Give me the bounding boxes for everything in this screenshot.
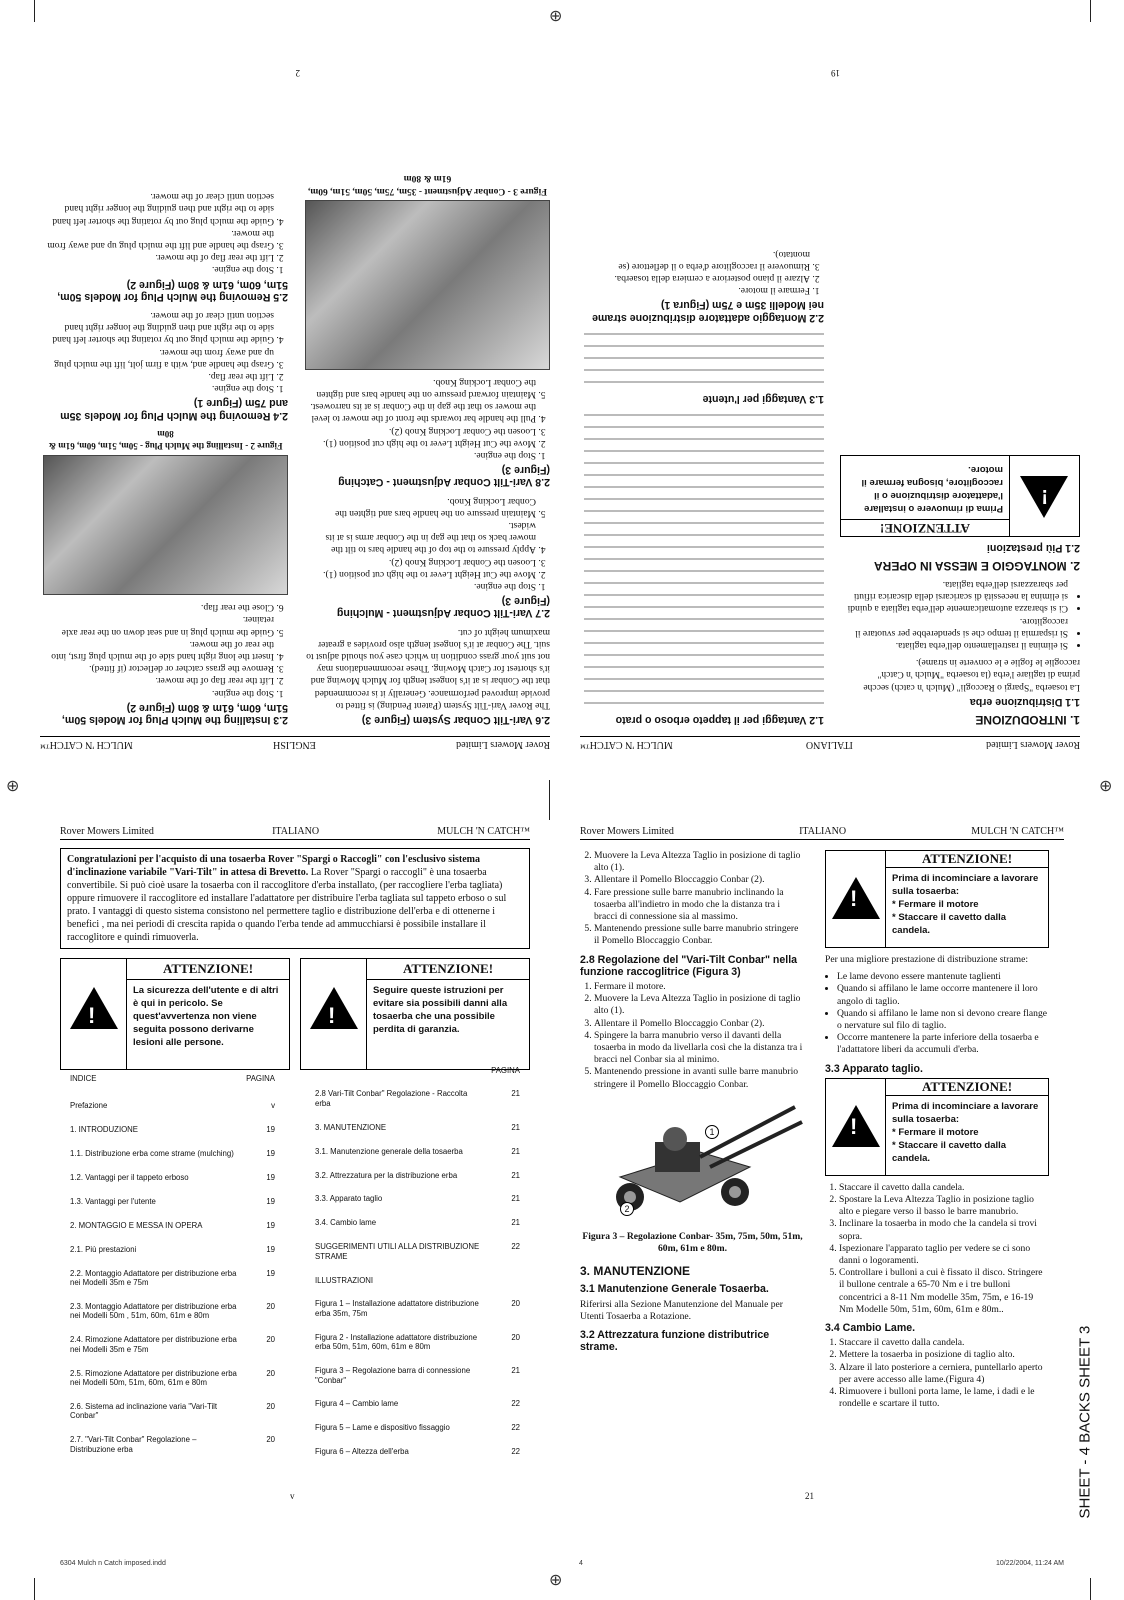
- toc-row: [315, 1089, 520, 1108]
- filler-text: [584, 330, 824, 390]
- toc-row: [70, 1435, 275, 1454]
- page-number: 2: [295, 68, 300, 78]
- section-title: 3.2 Attrezzatura funzione distributrice strame.: [580, 1329, 770, 1354]
- crop-mark: [549, 780, 550, 820]
- step-list: [43, 190, 274, 275]
- section-title: 2.8 Regolazione del "Vari-Tilt Conbar" nella funzione raccoglitrice (Figura 3): [580, 953, 798, 978]
- english-page-2: [40, 60, 550, 750]
- section-title: 1.1 Distribuzione erba: [969, 695, 1080, 708]
- toc-column-2: [315, 1066, 520, 1471]
- list-item: 2. Mettere la tosaerba in posizione di taglio alto.: [839, 1349, 1049, 1361]
- list-item: • Ci si sbarazza automaticamente dell'erba tagliata a quindi: [840, 602, 1068, 614]
- warning-text: La sicurezza dell'utente e di altri è qui in pericolo. Se quest'avvertenza non viene seguita possono derivarne lesioni alle persone.: [133, 985, 279, 1048]
- header-right: MULCH 'N CATCH™: [580, 739, 673, 750]
- crop-mark: [34, 0, 35, 22]
- header-right: MULCH 'N CATCH™: [437, 826, 530, 837]
- section-title: 2.1 Più prestazioni: [986, 541, 1080, 554]
- toc-entry-page: 21: [511, 1122, 520, 1132]
- section-title: 1. INTRODUZIONE: [975, 713, 1080, 727]
- toc-entry-title: 2.8 Vari-Tilt Conbar" Regolazione - Raccolta erba: [315, 1089, 468, 1108]
- list-item: 4. Spingere la barra manubrio verso il davanti della tosaerba in modo da livellarla così che la distanza tra i bracci nel Conbar sia al minimo.: [594, 1030, 805, 1067]
- toc-row: [315, 1147, 520, 1156]
- registration-mark-bottom-icon: ⊕: [549, 1570, 563, 1589]
- toc-entry-page: 19: [266, 1197, 275, 1207]
- toc-row: [315, 1276, 520, 1285]
- toc-entry-page: 19: [266, 1244, 275, 1254]
- list-item: 4. Fare pressione sulle barre manubrio inclinando la tosaerba all'indietro in modo che la distanza tra i bracci di connessione sia al massimo.: [594, 887, 805, 924]
- warning-text: Prima di incominciare a lavorare sulla tosaerba:: [892, 1101, 1039, 1126]
- paragraph: Riferirsi alla Sezione Manutenzione del Manuale per Utenti Tosaerba a Rotazione.: [580, 1298, 783, 1322]
- list-item: 4. Apply pressure to the top of the handle bars to tilt the mower back so that the gap in the Conbar arms is at its widest.: [305, 519, 536, 556]
- warning-text: Seguire queste istruzioni per evitare sia possibili danni alla tosaerba che una possibile perdita di garanzia.: [373, 985, 508, 1035]
- column-2: [584, 247, 824, 732]
- figure-3-photo: [580, 1097, 805, 1227]
- list-item: 4. Guide the mulch plug out by rotating the shorter left hand side to the right and then guiding the longer right hand section until clear of the mower.: [43, 309, 274, 346]
- page-number: 21: [805, 1491, 814, 1501]
- list-item: 3. Grasp the handle and, with a firm jolt, lift the mulch plug up and away from the mower.: [43, 345, 274, 369]
- footer-filename: 6304 Mulch n Catch imposed.indd: [60, 1560, 166, 1567]
- bullet-list: [837, 971, 1049, 1056]
- list-item: 6. Close the rear flap.: [43, 601, 274, 613]
- toc-row: [70, 1245, 275, 1254]
- warning-title: ATTENZIONE!: [841, 519, 1009, 536]
- section-title: 2.4 Removing the Mulch Plug for Models 35m and 75m (Figure 1): [60, 397, 288, 422]
- warning-body: [886, 868, 1048, 941]
- toc-header-page: PAGINA: [246, 1074, 275, 1083]
- step-list: [594, 850, 805, 948]
- page-header: [40, 736, 550, 750]
- step-list: [594, 981, 805, 1091]
- step-list: [839, 1337, 1049, 1410]
- section-title: 3.3 Apparato taglio.: [825, 1062, 923, 1075]
- toc-entry-title: Figura 2 - Installazione adattatore distribuzione erba 50m, 51m, 60m, 61m e 80m: [315, 1332, 478, 1352]
- step-list: [839, 1182, 1049, 1316]
- warning-text: Prima di incominciare a lavorare sulla tosaerba:: [892, 873, 1039, 898]
- header-left: Rover Mowers Limited: [986, 739, 1080, 750]
- toc-row: [315, 1423, 520, 1432]
- toc-entry-title: 1. INTRODUZIONE: [70, 1125, 139, 1135]
- section-title: 2.5 Removing the Mulch Plug for Models 50m, 51m, 60m, 61m & 80m (Figure 2): [57, 278, 288, 303]
- intro-box: [60, 848, 530, 949]
- toc-header: [70, 1074, 275, 1083]
- list-item: 3. Allentare il Pomello Bloccaggio Conbar (2).: [594, 1018, 805, 1030]
- toc-row: [70, 1173, 275, 1182]
- toc-entry-page: 19: [266, 1220, 275, 1230]
- section-title: 2.7 Vari-Tilt Conbar Adjustment - Mulching (Figure 3): [336, 595, 550, 620]
- toc-entry-title: 3. MANUTENZIONE: [315, 1122, 387, 1132]
- toc-row: [315, 1399, 520, 1408]
- warning-text: Prima di rimuovere o installare l'adattatore distribuzione o il raccoglitore, bisogna fermare il motore.: [861, 464, 1003, 515]
- section-title: 2.8 Vari-Tilt Conbar Adjustment - Catching (Figure 3): [338, 464, 550, 489]
- toc-entry-title: 1.3. Vantaggi per l'utente: [70, 1197, 156, 1207]
- warning-title: ATTENZIONE!: [886, 1079, 1048, 1096]
- crop-mark: [1090, 1578, 1091, 1600]
- list-item: 3. Loosen the Conbar Locking Knob (2).: [305, 555, 536, 567]
- warning-body: [886, 1096, 1048, 1169]
- toc-entry-title: 1.1. Distribuzione erba come strame (mulching): [70, 1149, 234, 1159]
- list-item: 3. Grasp the handle and lift the mulch plug up and away from the mower.: [43, 227, 274, 251]
- toc-header-label: INDICE: [70, 1074, 97, 1083]
- toc-entry-page: 19: [266, 1149, 275, 1159]
- section-title: 1.3 Vantaggi per l'utente: [702, 392, 824, 405]
- list-item: 5. Maintain forward pressure on the handle bars and tighten the Conbar Locking Knob.: [305, 376, 536, 400]
- list-item: • Quando si affilano le lame occorre mantenere il loro angolo di taglio.: [837, 983, 1049, 1007]
- header-left: Rover Mowers Limited: [580, 826, 674, 837]
- toc-entry-page: 20: [266, 1435, 275, 1445]
- toc-row: [70, 1149, 275, 1158]
- toc-entry-page: 20: [266, 1302, 275, 1312]
- list-item: 2. Spostare la Leva Altezza Taglio in posizione taglio alto e piegare verso il basso le barre manubrio.: [839, 1194, 1049, 1218]
- toc-entry-title: Figura 3 – Regolazione barra di connessione "Conbar": [315, 1366, 471, 1385]
- column-1: [840, 455, 1080, 732]
- toc-entry-page: 20: [266, 1368, 275, 1378]
- toc-row: [70, 1101, 275, 1110]
- registration-mark-top-icon: ⊕: [549, 6, 563, 25]
- toc-row: [70, 1402, 275, 1421]
- section-title: 2. MONTAGGIO E MESSA IN OPERA: [873, 558, 1080, 573]
- toc-row: [315, 1242, 520, 1261]
- toc-entry-title: Figura 5 – Lame e dispositivo fissaggio: [315, 1423, 450, 1433]
- toc-row: [315, 1123, 520, 1132]
- header-right: MULCH 'N CATCH™: [971, 826, 1064, 837]
- list-item: 1. Stop the engine.: [305, 580, 536, 592]
- toc-row: [315, 1194, 520, 1203]
- warning-item: * Staccare il cavetto dalla candela.: [892, 912, 1007, 937]
- toc-entry-page: 22: [511, 1447, 520, 1457]
- step-list: [305, 376, 536, 461]
- list-item: 2. Lift the rear flap of the mower.: [43, 251, 274, 263]
- figure-caption: Figure 3 - Conbar Adjustment - 35m, 75m, 50m, 51m, 60m, 61m & 80m: [308, 173, 547, 196]
- warning-item: * Fermare il motore: [892, 1127, 979, 1139]
- step-list: [43, 601, 274, 699]
- list-item: • Si elimina il rastrellamento dell'erba tagliata.: [840, 639, 1068, 651]
- list-item: 2. Move the Cut Height Lever to the high cut position (1).: [305, 568, 536, 580]
- step-list: [305, 494, 536, 592]
- toc-entry-title: 3.4. Cambio lame: [315, 1218, 377, 1228]
- list-item: 1. Stop the engine.: [43, 686, 274, 698]
- upper-spread-rotated: [40, 60, 1080, 750]
- toc-entry-title: 2. MONTAGGIO E MESSA IN OPERA: [70, 1220, 203, 1230]
- toc-entry-title: Figura 6 – Altezza dell'erba: [315, 1447, 409, 1457]
- section-title: 2.2 Montaggio adattatore distribuzione strame nei Modelli 35m e 75m (Figura 1): [592, 299, 824, 324]
- warning-title: ATTENZIONE!: [127, 959, 289, 980]
- list-item: 5. Mantenendo pressione in avanti sulle barre manubrio stringere il Pomello Bloccaggio Conbar.: [594, 1066, 805, 1090]
- toc-row: [70, 1125, 275, 1134]
- toc-entry-title: 2.4. Rimozione Adattatore per distribuzione erba nei Modelli 35m e 75m: [70, 1335, 237, 1354]
- column-2: [43, 190, 288, 732]
- toc-entry-title: 2.6. Sistema ad inclinazione varia "Vari-Tilt Conbar": [70, 1402, 218, 1421]
- print-footer: [60, 1560, 1064, 1567]
- list-item: 2. Lift the rear flap of the mower.: [43, 674, 274, 686]
- list-item: 3. Alzare il lato posteriore a cerniera, puntellarlo aperto per avere accesso alle lame.(Figura 4): [839, 1362, 1049, 1386]
- toc-entry-title: 2.2. Montaggio Adattatore per distribuzione erba nei Modelli 35m e 75m: [70, 1268, 237, 1288]
- toc-header-page: PAGINA: [491, 1066, 520, 1075]
- crop-mark: [1090, 0, 1091, 22]
- toc-entry-title: 2.7. "Vari-Tilt Conbar" Regolazione – Distribuzione erba: [70, 1435, 197, 1454]
- list-item: 1. Fermare il motore.: [584, 284, 810, 296]
- header-mid: ENGLISH: [273, 739, 316, 750]
- filler-text: [584, 411, 824, 711]
- list-item: • Si risparmia il tempo che si spenderebbe per svuotare il raccoglitore.: [840, 614, 1068, 638]
- column-1: [580, 850, 805, 1356]
- toc-entry-page: 19: [266, 1268, 275, 1278]
- italian-page-19: [580, 60, 1080, 750]
- list-item: 1. Fermare il motore.: [594, 981, 805, 993]
- list-item: 4. Guide the mulch plug out by rotating the shorter left hand side to the right and then guiding the longer right hand section until clear of the mower.: [43, 190, 274, 227]
- toc-entry-page: 20: [511, 1299, 520, 1309]
- toc-entry-title: 2.3. Montaggio Adattatore per distribuzione erba nei Modelli 50m , 51m, 60m, 61m e 80m: [70, 1302, 237, 1321]
- warning-triangle-icon: !: [826, 1079, 886, 1175]
- step-list: [584, 247, 810, 296]
- toc-entry-page: 21: [511, 1366, 520, 1376]
- toc-row: [70, 1269, 275, 1288]
- list-item: • si elimina la necessità di scaricarsi della discarica rifiuti per sbarazzarsi dell'erba tagliata.: [840, 578, 1068, 602]
- toc-entry-page: 21: [511, 1146, 520, 1156]
- toc-entry-title: SUGGERIMENTI UTILI ALLA DISTRIBUZIONE STRAME: [315, 1242, 480, 1261]
- warning-item: * Staccare il cavetto dalla candela.: [892, 1140, 1007, 1165]
- toc-entry-title: 2.1. Più prestazioni: [70, 1244, 137, 1254]
- list-item: 5. Controllare i bulloni a cui è fissato il disco. Stringere il bullone centrale a 65-70 Nm e i tre bulloni concentrici a 8-11 Nm modelle 35m, 75m, e 16-19 Nm Modelle 50m, 51m, 60m, 61m e 80m..: [839, 1267, 1049, 1316]
- callout-2-icon: 2: [620, 1202, 634, 1216]
- toc-column-1: [70, 1074, 275, 1469]
- list-item: 2. Muovere la Leva Altezza Taglio in posizione di taglio alto (1).: [594, 850, 805, 874]
- header-mid: ITALIANO: [799, 826, 847, 837]
- header-right: MULCH 'N CATCH™: [40, 739, 133, 750]
- sheet-side-label: [1075, 1320, 1095, 1520]
- list-item: 5. Mantenendo pressione sulle barre manubrio stringere il Pomello Bloccaggio Conbar.: [594, 923, 805, 947]
- footer-page: 4: [578, 1560, 583, 1567]
- sheet-label-text: SHEET - 4 BACKS SHEET 3: [1076, 1325, 1094, 1519]
- header-left: Rover Mowers Limited: [456, 739, 550, 750]
- list-item: 5. Maintain pressure on the handle bars and tighten the Conbar Locking Knob.: [305, 494, 536, 518]
- section-title: 2.6 Vari-Tilt Conbar System (Figure 3): [361, 714, 550, 726]
- intro-text: La Rover "Spargi o raccogli" è una tosaerba convertibile. Si può cioè usare la tosaerba con il raccoglitore d'erba installato, (per raccogliere l'erba tagliata) oppure rimuovere il raccoglitore ed installare l'adattatore per distribuire l'erba tagliata sul tappeto erboso o sul prato. I vantaggi di questo sistema consistono nel permettere taglio e distribuzione dell'erba e di ottenerne i benefici , ma nei periodi di crescita rapida o quando l'erba tende ad ammucchiarsi è possibile installare il raccoglitore e quindi rimuoverla.: [67, 867, 507, 943]
- italian-page-v: [60, 826, 530, 1546]
- list-item: 3. Remove the grass catcher or deflector (if fitted).: [43, 662, 274, 674]
- toc-header: [315, 1066, 520, 1075]
- header-mid: ITALIANO: [805, 739, 853, 750]
- toc-entry-title: 3.3. Apparato taglio: [315, 1194, 383, 1204]
- warning-box-b: [825, 1078, 1049, 1176]
- toc-entry-page: 19: [266, 1125, 275, 1135]
- list-item: 3. Allentare il Pomello Bloccaggio Conbar (2).: [594, 874, 805, 886]
- list-item: 1. Stop the engine.: [43, 263, 274, 275]
- toc-entry-page: 21: [511, 1170, 520, 1180]
- warning-box-a: [825, 850, 1049, 948]
- step-list: [43, 309, 274, 394]
- figure-3-photo: [305, 200, 550, 370]
- warning-box: [840, 455, 1080, 537]
- header-mid: ITALIANO: [272, 826, 320, 837]
- list-item: 3. Rimuovere il raccoglitore d'erba o il deflettore (se montato).: [584, 247, 810, 271]
- list-item: • Le lame devono essere mantenute taglienti: [837, 971, 1049, 983]
- list-item: 1. Stop the engine.: [305, 449, 536, 461]
- toc-row: [70, 1302, 275, 1321]
- list-item: 2. Muovere la Leva Altezza Taglio in posizione di taglio alto (1).: [594, 993, 805, 1017]
- column-1: [305, 172, 550, 732]
- toc-entry-page: 20: [266, 1402, 275, 1411]
- figure-caption: Figura 3 – Regolazione Conbar- 35m, 75m, 50m, 51m, 60m, 61m e 80m.: [582, 1230, 803, 1255]
- header-left: Rover Mowers Limited: [60, 826, 154, 837]
- section-title: 2.3 Installing the Mulch Plug for Models 50m, 51m, 60m, 61m & 80m (Figure 2): [61, 701, 288, 726]
- toc-entry-title: Figura 1 – Installazione adattatore distribuzione erba 35m, 75m: [315, 1299, 479, 1318]
- registration-mark-right-icon: ⊕: [1099, 776, 1113, 795]
- warning-triangle-icon: !: [826, 851, 886, 947]
- list-item: 2. Move the Cut Height Lever to the high cut position (1).: [305, 437, 536, 449]
- toc-row: [315, 1299, 520, 1318]
- toc-entry-page: 20: [266, 1335, 275, 1345]
- paragraph: Per una migliore prestazione di distribuzione strame:: [825, 954, 1029, 965]
- toc-entry-title: 1.2. Vantaggi per il tappeto erboso: [70, 1173, 189, 1183]
- page-header: [580, 826, 1064, 840]
- warning-box-2: [300, 958, 530, 1070]
- paragraph: La tosaerba "Spargi o Raccogli" (Mulch 'n catch) secche prima di tagliare l'erba (la tosaerba "Mulch 'n Catch" raccoglie le foglie e le converte in strame).: [863, 657, 1080, 693]
- section-title: 3.4 Cambio Lame.: [825, 1322, 916, 1335]
- toc-row: [70, 1197, 275, 1206]
- toc-entry-page: v: [271, 1101, 275, 1111]
- list-item: 3. Inclinare la tosaerba in modo che la candela si trovi sopra.: [839, 1218, 1049, 1242]
- toc-row: [70, 1335, 275, 1354]
- registration-mark-left-icon: ⊕: [6, 776, 20, 795]
- intro-bold: Congratulazioni per l'acquisto di una tosaerba Rover "Spargi o Raccogli" con l'esclusivo sistema d'inclinazione variabile "Vari-Tilt" in attesa di Brevetto.: [67, 854, 480, 878]
- list-item: 2. Lift the rear flap.: [43, 370, 274, 382]
- footer-timestamp: 10/22/2004, 11:24 AM: [996, 1560, 1064, 1567]
- toc-entry-title: 2.5. Rimozione Adattatore per distribuzione erba nei Modelli 50m, 51m, 60m, 61m e 80m: [70, 1368, 237, 1388]
- list-item: • Quando si affilano le lame non si devono creare flange o nervature sul filo di taglio.: [837, 1008, 1049, 1032]
- figure-2-photo: [43, 455, 288, 595]
- list-item: 3. Loosen the Conbar Locking Knob (2).: [305, 424, 536, 436]
- toc-entry-page: 21: [511, 1218, 520, 1228]
- warning-item: * Fermare il motore: [892, 899, 979, 911]
- list-item: 4. Pull the handle bar towards the front of the mower to level the mower so that the gap in the Conbar is at its narrowest.: [305, 400, 536, 424]
- list-item: 4. Insert the long right hand side of the mulch plug first, into the rear of the mower.: [43, 638, 274, 662]
- page-header: [60, 826, 530, 840]
- lower-spread: [60, 826, 1064, 1546]
- crop-mark: [34, 1578, 35, 1600]
- list-item: 1. Stop the engine.: [43, 382, 274, 394]
- toc-entry-page: 22: [511, 1423, 520, 1433]
- list-item: 4. Rimuovere i bulloni porta lame, le lame, i dadi e le rondelle e scartare il tutto.: [839, 1386, 1049, 1410]
- toc-entry-page: 22: [511, 1242, 520, 1252]
- toc-row: [315, 1447, 520, 1456]
- section-title: 3. MANUTENZIONE: [580, 1264, 691, 1279]
- bullet-list: [840, 578, 1068, 651]
- toc-entry-page: 21: [511, 1194, 520, 1204]
- figure-caption: Figure 2 - Installing the Mulch Plug - 50m, 51m, 60m, 61m & 80m: [48, 428, 283, 451]
- italian-page-21: [580, 826, 1064, 1546]
- warning-box-1: [60, 958, 290, 1070]
- toc-row: [315, 1171, 520, 1180]
- page-number: 19: [831, 68, 840, 78]
- list-item: 2. Alzare il piano posteriore a cerniera della tosaerba.: [584, 272, 810, 284]
- paragraph: The Rover Vari-Tilt System (Patent Pending) is fitted to provide improved performance. Generally it is recommended that the Conbar is at it's longest length for Mulch Mowing and it's shortest for Catch Mowing. These recommendations may not suit your grass condition in which case you should adjust to suit. The Conbar at it's longest length also provides a greater maximum height of cut.: [306, 626, 550, 711]
- list-item: 5. Guide the mulch plug in and seat down on the rear axle retainer.: [43, 613, 274, 637]
- warning-triangle-icon: !: [301, 959, 367, 1069]
- page-number: v: [290, 1491, 295, 1501]
- toc-entry-page: 22: [511, 1399, 520, 1409]
- toc-entry-title: Prefazione: [70, 1101, 108, 1111]
- callout-1-icon: 1: [705, 1125, 719, 1139]
- toc-entry-page: 21: [511, 1089, 520, 1099]
- toc-entry-page: 20: [511, 1332, 520, 1342]
- toc-row: [70, 1369, 275, 1388]
- section-title: 3.1 Manutenzione Generale Tosaerba.: [580, 1283, 769, 1296]
- toc-row: [315, 1333, 520, 1352]
- toc-row: [315, 1366, 520, 1385]
- list-item: 1. Staccare il cavetto dalla candela.: [839, 1182, 1049, 1194]
- toc-entry-title: 3.2. Attrezzatura per la distribuzione erba: [315, 1170, 458, 1180]
- list-item: 4. Ispezionare l'apparato taglio per vedere se ci sono danni o logoramenti.: [839, 1243, 1049, 1267]
- list-item: 1. Staccare il cavetto dalla candela.: [839, 1337, 1049, 1349]
- lawn-mower-illustration-icon: [580, 1097, 805, 1227]
- list-item: • Occorre mantenere la parte inferiore della tosaerba e l'adattatore liberi da accumuli d'erba.: [837, 1032, 1049, 1056]
- section-title: 1.2 Vantaggi per il tappeto erboso o prato: [615, 714, 824, 726]
- warning-triangle-icon: !: [1009, 456, 1079, 536]
- page-header: [580, 736, 1080, 750]
- toc-row: [70, 1221, 275, 1230]
- toc-entry-title: Figura 4 – Cambio lame: [315, 1399, 399, 1409]
- toc-entry-page: 19: [266, 1173, 275, 1183]
- column-2: [825, 850, 1049, 1410]
- warning-title: ATTENZIONE!: [886, 851, 1048, 868]
- warning-title: ATTENZIONE!: [367, 959, 529, 980]
- toc-row: [315, 1218, 520, 1227]
- toc-entry-title: ILLUSTRAZIONI: [315, 1275, 374, 1285]
- warning-triangle-icon: !: [61, 959, 127, 1069]
- toc-entry-title: 3.1. Manutenzione generale della tosaerba: [315, 1146, 463, 1156]
